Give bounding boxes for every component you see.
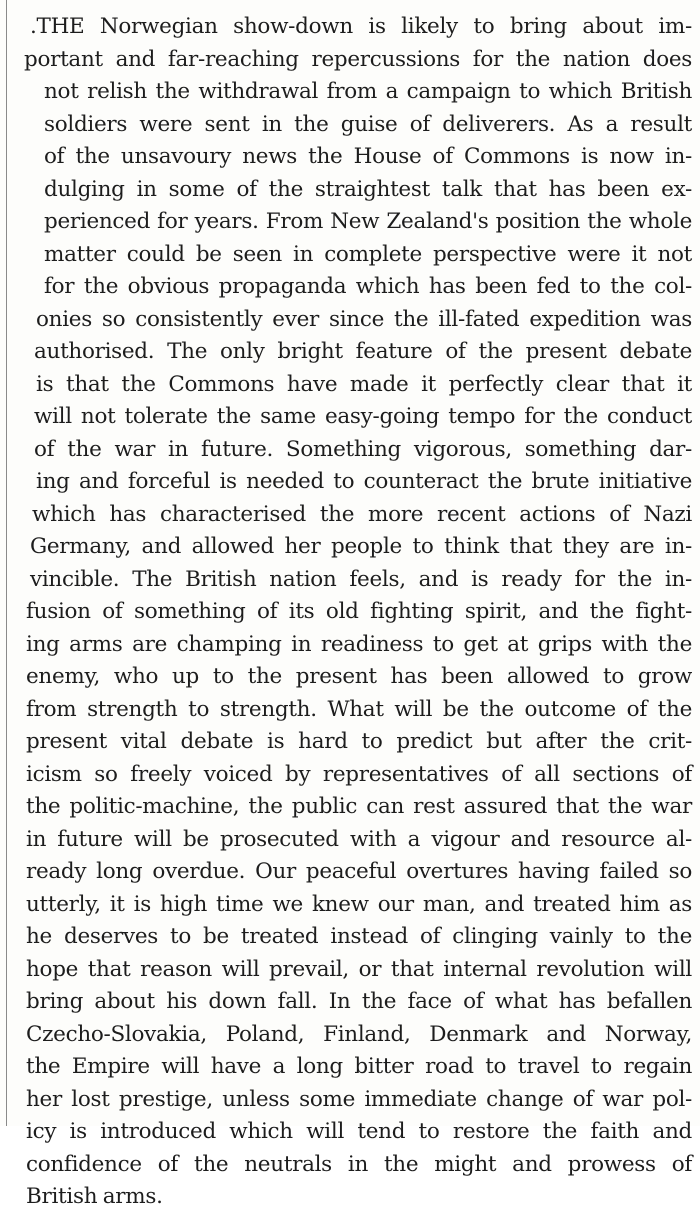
article-line: of the unsavoury news the House of Commons is now in-: [44, 144, 692, 169]
article-line: the politic-machine, the public can rest assured that the war: [26, 794, 692, 819]
article-line: not relish the withdrawal from a campaign to which British: [44, 79, 692, 104]
article-line: of the war in future. Something vigorous, something dar-: [34, 437, 692, 462]
article-line: Germany, and allowed her people to think that they are in-: [30, 534, 692, 559]
article-line: ing and forceful is needed to counteract the brute initiative: [36, 469, 692, 494]
article-line: present vital debate is hard to predict but after the crit-: [26, 729, 692, 754]
article-line: from strength to strength. What will be the outcome of the: [26, 697, 692, 722]
article-line: is that the Commons have made it perfectly clear that it: [36, 372, 692, 397]
article-line: onies so consistently ever since the ill-fated expedition was: [36, 307, 692, 332]
article-line: .THE Norwegian show-down is likely to bring about im-: [30, 14, 692, 39]
article-line: portant and far-reaching repercussions for the nation does: [24, 47, 692, 72]
article-line: bring about his down fall. In the face of what has befallen: [26, 989, 692, 1014]
article-line: her lost prestige, unless some immediate change of war pol-: [26, 1087, 692, 1112]
article-line: soldiers were sent in the guise of deliverers. As a result: [44, 112, 692, 137]
article-line: ing arms are champing in readiness to get at grips with the: [26, 632, 692, 657]
article-line: which has characterised the more recent actions of Nazi: [32, 502, 692, 527]
article-line: he deserves to be treated instead of clinging vainly to the: [26, 924, 692, 949]
article-line: confidence of the neutrals in the might and prowess of: [26, 1152, 692, 1177]
article-line: fusion of something of its old fighting spirit, and the fight-: [26, 599, 692, 624]
article-line: icism so freely voiced by representatives of all sections of: [26, 762, 692, 787]
column-rule: [6, 0, 7, 1126]
article-line: matter could be seen in complete perspective were it not: [44, 242, 692, 267]
article-line: Czecho-Slovakia, Poland, Finland, Denmark and Norway,: [26, 1022, 692, 1047]
article-line: for the obvious propaganda which has been fed to the col-: [44, 274, 692, 299]
article-line: vincible. The British nation feels, and is ready for the in-: [30, 567, 692, 592]
article-line: utterly, it is high time we knew our man, and treated him as: [26, 892, 692, 917]
article-line: the Empire will have a long bitter road to travel to regain: [26, 1054, 692, 1079]
article-line: dulging in some of the straightest talk that has been ex-: [44, 177, 692, 202]
article-line: enemy, who up to the present has been allowed to grow: [26, 664, 692, 689]
article-line: ready long overdue. Our peaceful overtures having failed so: [26, 859, 692, 884]
article-line: authorised. The only bright feature of the present debate: [34, 339, 692, 364]
article-last-line: British arms.: [26, 1184, 163, 1209]
article-line: will not tolerate the same easy-going tempo for the conduct: [34, 404, 692, 429]
article-line: hope that reason will prevail, or that internal revolution will: [26, 957, 692, 982]
article-line: in future will be prosecuted with a vigour and resource al-: [26, 827, 692, 852]
article-line: perienced for years. From New Zealand's position the whole: [44, 209, 692, 234]
article-line: icy is introduced which will tend to restore the faith and: [26, 1119, 692, 1144]
